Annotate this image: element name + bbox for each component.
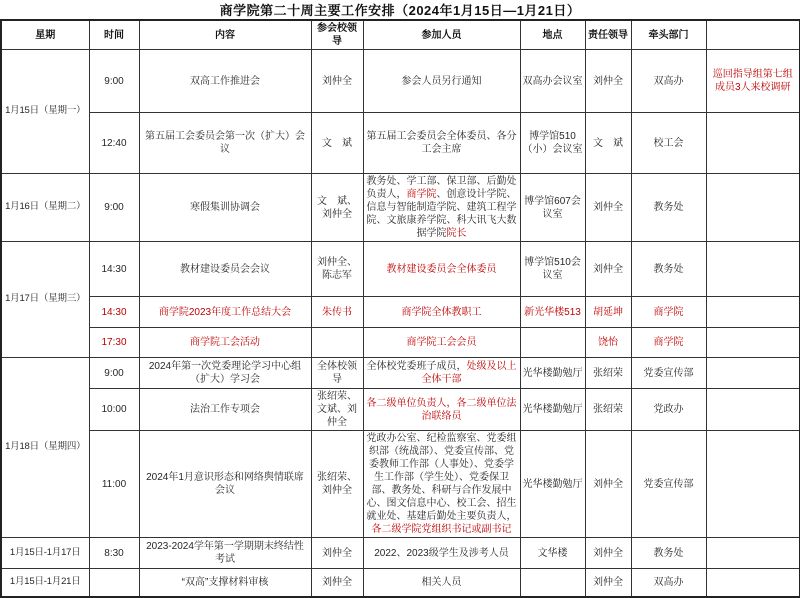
cell-text: 双高办 [653,576,684,588]
cell-leaders [311,297,363,328]
cell-content [139,431,311,538]
cell-text: 12:40 [101,137,127,149]
cell-text: 教务处 [653,547,684,559]
cell-department [631,389,706,431]
cell-participants [363,113,520,174]
table-row-3 [1,242,800,297]
cell-text: 光华楼勤勉厅 [522,478,583,490]
cell-text-red: 商学院 [653,306,684,318]
cell-text: 刘仲全 [593,547,623,559]
column-header-5: 地点 [520,20,585,50]
cell-text: 2024年第一次党委理论学习中心组（扩大）学习会 [148,361,302,385]
cell-text: 、创意设计学院、信息与智能制造学院、建筑工程学院、文旅康养学院、科大讯飞大数据学院 [366,189,517,239]
cell-leaders [311,538,363,569]
cell-location [520,242,585,297]
page-title: 商学院第二十周主要工作安排（2024年1月15日—1月21日） [219,3,581,18]
cell-text: 第五届工会委员会第一次（扩大）会议 [145,131,305,155]
cell-department [631,569,706,597]
cell-text: 2024年1月意识形态和网络舆情联席会议 [146,472,304,496]
cell-content [139,50,311,113]
cell-leaders [311,113,363,174]
cell-location [520,538,585,569]
cell-responsible [585,174,631,242]
cell-department [631,538,706,569]
table-row-4 [1,297,800,328]
cell-text: 刘仲全 [593,75,623,87]
cell-text: 党委宣传部 [643,367,694,379]
cell-note [706,174,800,242]
cell-department [631,174,706,242]
cell-participants [363,431,520,538]
table-row-0 [1,50,800,113]
cell-location [520,328,585,358]
cell-time [89,50,139,113]
cell-participants [363,297,520,328]
cell-department [631,242,706,297]
cell-text: 教材建设委员会会议 [180,263,270,275]
cell-text-red: 胡延坤 [593,306,623,318]
cell-text: 1月15日-1月17日 [9,546,81,558]
cell-text: 刘仲全 [593,576,623,588]
cell-text: 双高工作推进会 [190,75,260,87]
cell-text: 刘仲全 [593,478,623,490]
table-row-2 [1,174,800,242]
cell-note [706,242,800,297]
cell-day [1,538,89,569]
cell-note [706,538,800,569]
cell-responsible [585,242,631,297]
column-header-3: 参会校领导 [311,20,363,50]
table-row-10 [1,569,800,597]
cell-text: 第五届工会委员会全体委员、各分工会主席 [366,131,517,155]
cell-time [89,242,139,297]
cell-text: 双高办会议室 [522,75,583,87]
cell-text: 张绍荣 [593,367,623,379]
table-row-9 [1,538,800,569]
cell-text: 10:00 [101,404,127,415]
cell-text: 1月17日（星期三） [5,293,86,305]
cell-location [520,113,585,174]
cell-note [706,358,800,389]
cell-day [1,569,89,597]
cell-participants [363,389,520,431]
cell-text: “双高”支撑材料审核 [181,576,269,588]
cell-time [89,389,139,431]
cell-text: 9:00 [104,202,124,213]
cell-location [520,431,585,538]
cell-text: 文 斌 [593,137,623,149]
cell-text: 教务处 [653,202,684,213]
column-header-8 [706,20,800,50]
cell-participants [363,358,520,389]
column-header-1: 时间 [89,20,139,50]
cell-content [139,174,311,242]
table-row-8 [1,431,800,538]
cell-time [89,358,139,389]
column-header-2: 内容 [139,20,311,50]
table-body [1,50,800,597]
cell-responsible [585,538,631,569]
cell-text: 1月16日（星期二） [5,201,86,213]
cell-content [139,297,311,328]
cell-responsible [585,297,631,328]
cell-text: 14:30 [101,263,127,275]
column-header-7: 牵头部门 [631,20,706,50]
cell-text-red: 院长 [446,228,467,239]
cell-time [89,113,139,174]
table-row-1 [1,113,800,174]
cell-responsible [585,569,631,597]
cell-content [139,113,311,174]
cell-note [706,50,800,113]
cell-participants [363,328,520,358]
cell-content [139,538,311,569]
cell-text-red: 巡回指导组第七组成员3人来校调研 [712,69,793,93]
cell-text: 刘仲全 [322,576,352,588]
cell-department [631,431,706,538]
cell-leaders [311,431,363,538]
cell-note [706,569,800,597]
cell-day [1,358,89,538]
cell-responsible [585,113,631,174]
cell-text: 张绍荣、刘仲全 [317,472,357,496]
cell-department [631,113,706,174]
cell-day [1,50,89,174]
header-row [1,20,800,50]
cell-text: 1月18日（星期四） [5,441,86,453]
cell-text-red: 商学院工会活动 [190,337,260,348]
cell-leaders [311,389,363,431]
cell-text-red: 饶怡 [598,337,618,348]
cell-text-red: 处级及以上全体干部 [421,361,517,385]
cell-location [520,358,585,389]
cell-text: 博学馆510（小）会议室 [522,131,583,155]
cell-department [631,297,706,328]
table-row-7 [1,389,800,431]
cell-text: 法治工作专项会 [190,404,260,415]
cell-time [89,297,139,328]
cell-text: 刘仲全 [593,263,623,275]
cell-text: 双高办 [653,75,684,87]
cell-text: 9:00 [104,367,124,379]
table-row-6 [1,358,800,389]
cell-text: 9:00 [104,75,124,87]
cell-participants [363,50,520,113]
cell-content [139,358,311,389]
cell-text: 相关人员 [421,576,462,588]
cell-time [89,431,139,538]
cell-leaders [311,174,363,242]
cell-text-red: 新光华楼513 [524,306,581,318]
cell-responsible [585,389,631,431]
cell-responsible [585,431,631,538]
cell-text: 刘仲全 [593,202,623,213]
table-header [1,20,800,50]
cell-text: 党委宣传部 [643,478,694,490]
cell-text: 全体校党委班子成员， [366,361,467,372]
cell-text: 参会人员另行通知 [401,75,482,87]
cell-participants [363,242,520,297]
cell-text: 博学馆510会议室 [524,257,581,281]
cell-text: 光华楼勤勉厅 [522,404,583,415]
cell-leaders [311,328,363,358]
cell-leaders [311,50,363,113]
cell-day [1,242,89,358]
cell-text: 全体校领导 [317,361,357,385]
cell-content [139,389,311,431]
cell-text-red: 商学院 [406,189,437,200]
cell-text: 张绍荣 [593,404,623,415]
schedule-table [0,19,800,598]
cell-department [631,328,706,358]
cell-text: 校工会 [653,137,684,149]
cell-responsible [585,358,631,389]
cell-text-red: 17:30 [101,337,127,348]
cell-note [706,328,800,358]
cell-text: 2023-2024学年第一学期期末终结性考试 [146,541,304,565]
cell-text: 刘仲全 [322,547,352,559]
cell-department [631,50,706,113]
cell-participants [363,174,520,242]
cell-text: 1月15日（星期一） [5,105,86,117]
cell-text: 刘仲全 [322,75,352,87]
cell-text-red: 商学院全体教职工 [401,306,482,318]
cell-text: 博学馆607会议室 [524,195,581,220]
cell-location [520,297,585,328]
cell-text-red: 商学院2023年度工作总结大会 [158,306,292,318]
column-header-4: 参加人员 [363,20,520,50]
table-row-5 [1,328,800,358]
cell-location [520,50,585,113]
column-header-0: 星期 [1,20,89,50]
cell-text: 教务处 [653,263,684,275]
cell-text: 8:30 [104,547,124,559]
cell-time [89,328,139,358]
cell-leaders [311,358,363,389]
cell-text-red: 朱传书 [322,306,352,318]
cell-text-red: 14:30 [101,306,127,318]
cell-text: 2022、2023级学生及涉考人员 [374,547,509,559]
cell-text-red: 各二级单位负责人，各二级单位法治联络员 [366,397,517,422]
cell-responsible [585,50,631,113]
column-header-6: 责任领导 [585,20,631,50]
cell-day [1,174,89,242]
cell-text: 11:00 [101,478,127,490]
cell-text: 光华楼勤勉厅 [522,367,583,379]
cell-location [520,389,585,431]
cell-time [89,174,139,242]
cell-note [706,431,800,538]
cell-time [89,569,139,597]
cell-text-red: 教材建设委员会全体委员 [386,263,497,275]
cell-text: 文 斌、刘仲全 [317,195,357,220]
cell-text: 张绍荣、文斌、刘仲全 [317,391,357,428]
cell-text: 党政办 [653,404,684,415]
cell-participants [363,569,520,597]
cell-department [631,358,706,389]
cell-text: 文 斌 [322,137,352,149]
cell-responsible [585,328,631,358]
cell-leaders [311,242,363,297]
cell-text: 教务处、学工部、保卫部、后勤处负责人， [366,176,517,200]
cell-text: 文华楼 [537,547,568,559]
cell-text: 寒假集训协调会 [190,202,260,213]
cell-content [139,569,311,597]
cell-text-red: 商学院 [653,337,684,348]
cell-text: 刘仲全、陈志军 [317,257,357,281]
cell-participants [363,538,520,569]
cell-leaders [311,569,363,597]
cell-content [139,242,311,297]
cell-location [520,174,585,242]
cell-time [89,538,139,569]
cell-note [706,389,800,431]
cell-text: 党政办公室、纪检监察室、党委组织部（统战部）、党委宣传部、党委教师工作部（人事处）、党委学生工作部（学生处）、党委保卫部、教务处、科研与合作发展中心、图文信息中心、校工会、招生就业处、基建后勤处主要负责人， [366,433,517,522]
cell-text-red: 商学院工会会员 [406,337,477,348]
cell-note [706,297,800,328]
cell-text: 1月15日-1月21日 [9,576,81,588]
cell-location [520,569,585,597]
cell-text-red: 各二级学院党组织书记或副书记 [371,524,512,535]
cell-note [706,113,800,174]
cell-content [139,328,311,358]
